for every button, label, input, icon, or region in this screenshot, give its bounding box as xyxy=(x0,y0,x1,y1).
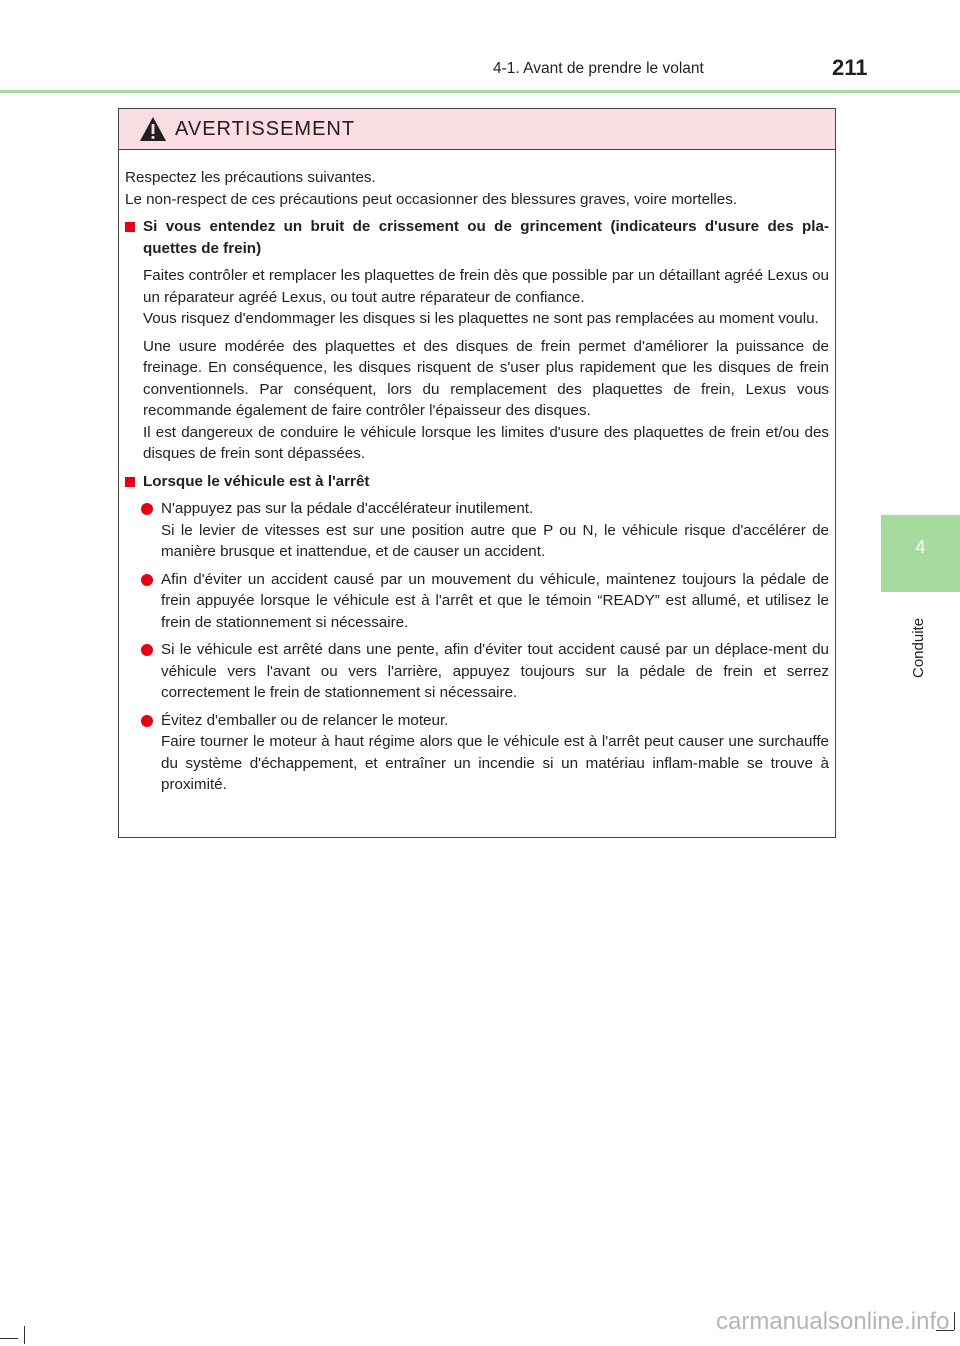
section-heading-text: Lorsque le véhicule est à l'arrêt xyxy=(143,472,370,490)
red-bullet-icon xyxy=(141,574,153,586)
paragraph-text: Il est dangereux de conduire le véhicule lorsque les limites d'usure des plaquettes de frein et/ou des disques de frein sont dépassées. xyxy=(143,423,829,462)
bullet-text: Évitez d'emballer ou de relancer le moteur. xyxy=(161,711,449,729)
chapter-side-label xyxy=(908,600,932,680)
warning-title: AVERTISSEMENT xyxy=(175,118,356,140)
bullet-text: Si le véhicule est arrêté dans une pente, afin d'éviter tout accident causé par un déplace-ment du véhicule vers l'avant ou vers l'arrière, appuyez toujours sur la pédale de frein et serrez correctement le frein de stationnement si nécessaire. xyxy=(161,641,829,701)
crop-mark xyxy=(0,1338,18,1339)
watermark: carmanualsonline.info xyxy=(716,1308,950,1335)
bullet-text: N'appuyez pas sur la pédale d'accélérateur inutilement. xyxy=(161,500,534,517)
warning-triangle-icon xyxy=(139,116,167,142)
paragraph-text: Vous risquez d'endommager les disques si les plaquettes ne sont pas remplacées au moment voulu. xyxy=(143,310,819,327)
chapter-side-label-text: Conduite xyxy=(910,617,927,678)
crop-mark xyxy=(24,1326,25,1344)
paragraph-text: Une usure modérée des plaquettes et des disques de frein permet d'améliorer la puissance de freinage. En conséquence, les disques risquent de s'user plus rapidement que les disques de frein conventionnels. Par conséquent, lors du remplacement des plaquettes de frein, Lexus vous recommande également de faire contrôler l'épaisseur des disques. xyxy=(143,337,829,419)
paragraph-text: Faites contrôler et remplacer les plaquettes de frein dès que possible par un détaillant agréé Lexus ou un réparateur agréé Lexus, ou tout autre réparateur de confiance. xyxy=(143,267,829,306)
intro-line: Le non-respect de ces précautions peut occasionner des blessures graves, voire mortelles. xyxy=(125,190,738,208)
bullet-detail: Si le levier de vitesses est sur une position autre que P ou N, le véhicule risque d'accélérer de manière brusque et inattendue, et de causer un accident. xyxy=(161,521,829,560)
warning-intro xyxy=(125,167,829,210)
section-heading-text: Si vous entendez un bruit de crissement ou de grincement (indicateurs d'usure des pla-quettes de frein) xyxy=(143,218,829,257)
red-bullet-icon xyxy=(141,715,153,727)
bullet-text: Afin d'éviter un accident causé par un mouvement du véhicule, maintenez toujours la pédale de frein appuyée lorsque le véhicule est à l'arrêt et que le témoin “READY” est allumé, et utilisez le frein de stationnement si nécessaire. xyxy=(161,570,829,631)
chapter-tab xyxy=(881,515,960,592)
chapter-tab-number: 4 xyxy=(915,537,926,557)
section-heading-stopped-vehicle xyxy=(125,471,829,493)
list-item xyxy=(125,498,829,563)
red-square-icon xyxy=(125,477,135,487)
chapter-heading: 4-1. Avant de prendre le volant xyxy=(493,60,704,77)
red-bullet-icon xyxy=(141,503,153,515)
warning-body xyxy=(125,167,829,802)
red-square-icon xyxy=(125,222,135,232)
list-item xyxy=(125,710,829,796)
red-bullet-icon xyxy=(141,644,153,656)
header-divider xyxy=(0,90,960,93)
intro-line: Respectez les précautions suivantes. xyxy=(125,169,376,186)
crop-mark xyxy=(954,1312,955,1330)
section-paragraph xyxy=(125,336,829,465)
list-item xyxy=(125,639,829,704)
page-number: 211 xyxy=(832,55,868,80)
warning-header xyxy=(119,109,835,150)
warning-box xyxy=(118,108,836,838)
list-item xyxy=(125,569,829,634)
section-paragraph xyxy=(125,265,829,330)
section-heading-brake-noise xyxy=(125,216,829,259)
bullet-detail: Faire tourner le moteur à haut régime alors que le véhicule est à l'arrêt peut causer une surchauffe du système d'échappement, et entraîner un incendie si un matériau inflam-mable se trouve à proximité. xyxy=(161,733,829,793)
